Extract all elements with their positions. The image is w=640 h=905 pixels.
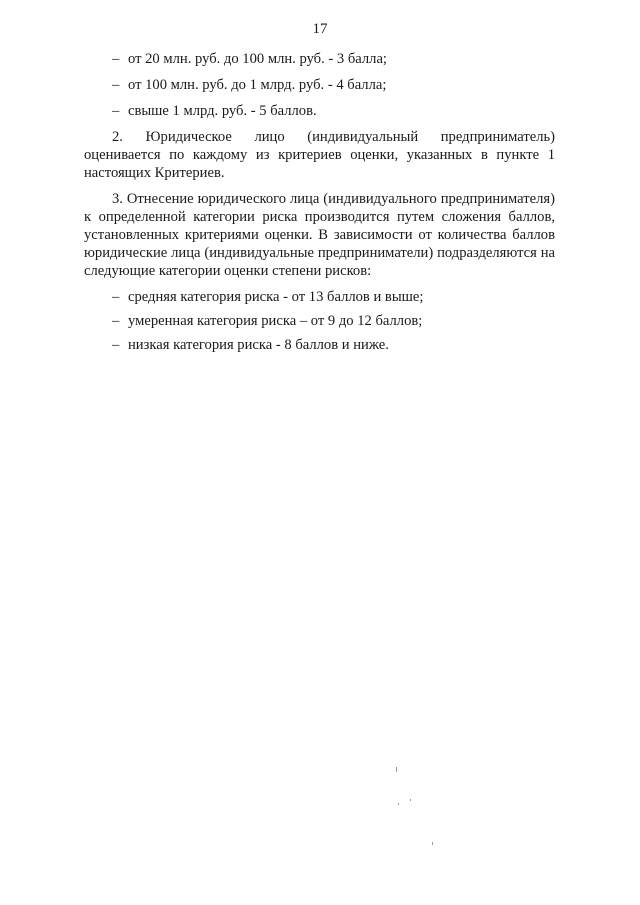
list-item [84, 336, 555, 354]
scan-speck [410, 799, 411, 801]
list-item [84, 288, 555, 306]
list-item-text: от 20 млн. руб. до 100 млн. руб. - 3 балла; [128, 51, 387, 67]
dash-marker: – [112, 51, 120, 67]
document-body [84, 50, 555, 360]
scan-speck [396, 767, 397, 772]
list-item [84, 312, 555, 330]
list-item-text: средняя категория риска - от 13 баллов и выше; [128, 289, 424, 305]
list-item [84, 50, 555, 68]
list-item [84, 76, 555, 94]
list-item-text: от 100 млн. руб. до 1 млрд. руб. - 4 балла; [128, 77, 387, 93]
dash-marker: – [112, 103, 120, 119]
dash-marker: – [112, 313, 120, 329]
paragraph-3: 3. Отнесение юридического лица (индивидуального предпринимателя) к определенной категории риска производится путем сложения баллов, установленных критериями оценки. В зависимости от количества баллов юридические лица (индивидуальные предприниматели) подразделяются на следующие категории оценки степени рисков: [84, 191, 555, 279]
dash-marker: – [112, 289, 120, 305]
paragraph-2: 2. Юридическое лицо (индивидуальный предприниматель) оценивается по каждому из критериев оценки, указанных в пункте 1 настоящих Критериев. [84, 129, 555, 181]
scan-speck [432, 842, 433, 845]
dash-marker: – [112, 77, 120, 93]
list-item [84, 102, 555, 120]
list-top [84, 50, 555, 120]
list-bottom [84, 288, 555, 354]
page-number: 17 [312, 21, 328, 37]
list-item-text: низкая категория риска - 8 баллов и ниже. [128, 337, 389, 353]
list-item-text: свыше 1 млрд. руб. - 5 баллов. [128, 103, 317, 119]
scan-speck [398, 803, 399, 805]
dash-marker: – [112, 337, 120, 353]
list-item-text: умеренная категория риска – от 9 до 12 баллов; [128, 313, 423, 329]
